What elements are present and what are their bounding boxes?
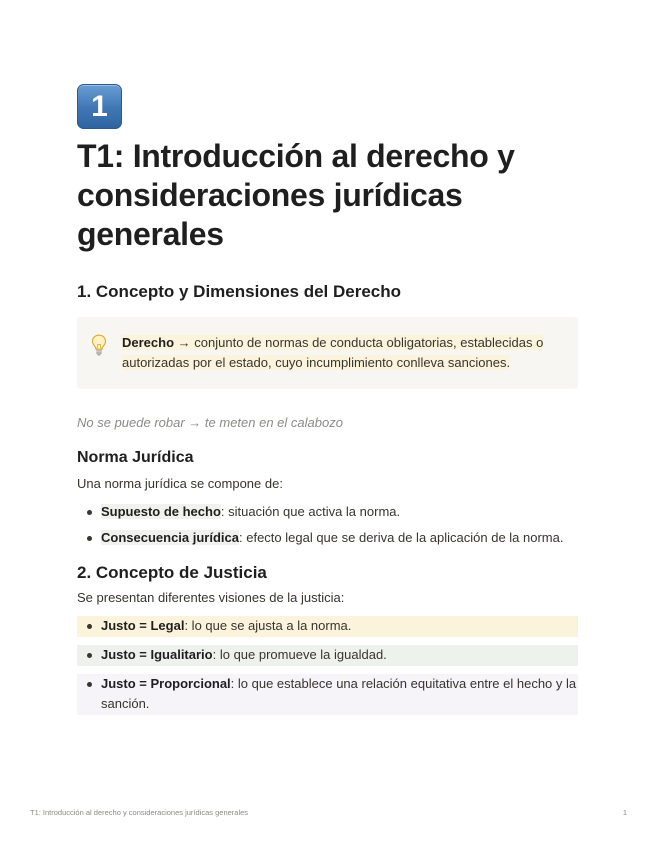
keycap-one-icon: 1	[77, 84, 122, 129]
callout-derecho	[77, 317, 578, 389]
list-item: Supuesto de hecho: situación que activa la norma.	[77, 502, 578, 522]
arrow-icon: →	[177, 335, 191, 350]
bullet-icon	[87, 682, 92, 687]
footer-page-number: 1	[622, 808, 627, 817]
section-heading-justicia: 2. Concepto de Justicia	[77, 563, 267, 582]
footer-title: T1: Introducción al derecho y consideraciones jurídicas generales	[30, 808, 249, 817]
page-content	[77, 84, 578, 715]
norma-intro: Una norma jurídica se compone de:	[77, 476, 283, 491]
callout-definition: conjunto de normas de conducta obligatorias, establecidas o autorizadas por el estado, cuyo incumplimiento conlleva sanciones.	[122, 335, 544, 370]
callout-text	[122, 333, 566, 373]
lightbulb-icon	[91, 333, 122, 361]
justicia-intro: Se presentan diferentes visiones de la justicia:	[77, 590, 345, 605]
example-note: No se puede robar → te meten en el calabozo	[77, 415, 343, 430]
list-item-justo-igualitario: Justo = Igualitario: lo que promueve la igualdad.	[77, 645, 578, 666]
subheading-norma-juridica: Norma Jurídica	[77, 449, 194, 466]
bullet-icon	[87, 653, 92, 658]
section-heading-concepto: 1. Concepto y Dimensiones del Derecho	[77, 282, 402, 301]
list-item-justo-proporcional: Justo = Proporcional: lo que establece una relación equitativa entre el hecho y la sanción.	[77, 674, 578, 715]
bullet-icon	[87, 536, 92, 541]
justicia-visions-list	[77, 616, 578, 715]
bullet-icon	[87, 510, 92, 515]
list-item-justo-legal: Justo = Legal: lo que se ajusta a la norma.	[77, 616, 578, 637]
page-title: T1: Introducción al derecho y consideraciones jurídicas generales	[77, 138, 515, 252]
bullet-icon	[87, 624, 92, 629]
norma-components-list	[77, 502, 578, 548]
list-item: Consecuencia jurídica: efecto legal que se deriva de la aplicación de la norma.	[77, 528, 578, 548]
callout-term: Derecho	[122, 335, 175, 350]
